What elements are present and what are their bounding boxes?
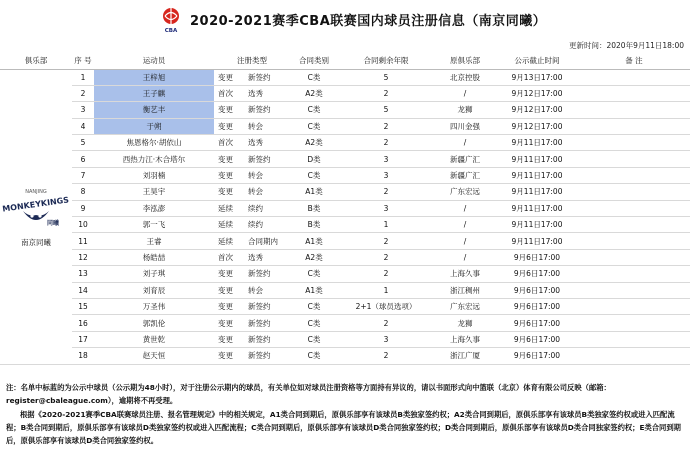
col-header-contract: 合同类别 <box>290 52 338 69</box>
player-name: 郭一飞 <box>94 217 214 233</box>
table-header-row <box>0 52 690 69</box>
player-no: 14 <box>72 282 94 298</box>
table-row <box>0 249 690 265</box>
former-club: / <box>434 249 496 265</box>
contract-years: 2 <box>338 85 434 101</box>
reg-type-sub: 新签约 <box>248 334 271 344</box>
contract-type: A1类 <box>290 184 338 200</box>
player-name: 李泓澎 <box>94 200 214 216</box>
notice-deadline: 9月12日17:00 <box>496 118 578 134</box>
reg-type-sub: 转会 <box>248 285 263 295</box>
player-name: 王子麒 <box>94 85 214 101</box>
table-row <box>0 200 690 216</box>
player-no: 5 <box>72 135 94 151</box>
table-row <box>0 282 690 298</box>
notice-deadline: 9月6日17:00 <box>496 348 578 364</box>
contract-years: 5 <box>338 102 434 118</box>
reg-type-main: 延续 <box>218 220 233 230</box>
reg-type-sub: 选秀 <box>248 138 263 148</box>
former-club: 上海久事 <box>434 331 496 347</box>
remarks <box>578 151 690 167</box>
player-no: 17 <box>72 331 94 347</box>
contract-type: C类 <box>290 102 338 118</box>
player-no: 4 <box>72 118 94 134</box>
reg-type <box>214 249 290 265</box>
former-club: 龙狮 <box>434 315 496 331</box>
table-row <box>0 266 690 282</box>
remarks <box>578 298 690 314</box>
table-row <box>0 348 690 364</box>
contract-years: 2 <box>338 233 434 249</box>
remarks <box>578 118 690 134</box>
contract-years: 3 <box>338 167 434 183</box>
roster-table <box>0 52 690 365</box>
notice-deadline: 9月13日17:00 <box>496 69 578 85</box>
notice-deadline: 9月11日17:00 <box>496 233 578 249</box>
player-no: 13 <box>72 266 94 282</box>
player-name: 王昊宇 <box>94 184 214 200</box>
reg-type-main: 变更 <box>218 72 233 82</box>
reg-type <box>214 167 290 183</box>
reg-type-sub: 选秀 <box>248 252 263 262</box>
cba-logo-icon <box>160 7 182 33</box>
reg-type-main: 变更 <box>218 318 233 328</box>
reg-type-sub: 转会 <box>248 187 263 197</box>
player-no: 2 <box>72 85 94 101</box>
reg-type <box>214 266 290 282</box>
reg-type-main: 变更 <box>218 121 233 131</box>
contract-type: C类 <box>290 118 338 134</box>
player-no: 7 <box>72 167 94 183</box>
reg-type-main: 变更 <box>218 154 233 164</box>
contract-years: 2 <box>338 348 434 364</box>
player-name: 杨皓喆 <box>94 249 214 265</box>
reg-type <box>214 282 290 298</box>
contract-type: A2类 <box>290 135 338 151</box>
reg-type-main: 变更 <box>218 105 233 115</box>
contract-years: 2 <box>338 135 434 151</box>
contract-years: 3 <box>338 151 434 167</box>
contract-type: C类 <box>290 69 338 85</box>
player-name: 王睿 <box>94 233 214 249</box>
contract-type: C类 <box>290 331 338 347</box>
reg-type-main: 变更 <box>218 302 233 312</box>
club-name: 南京同曦 <box>21 238 51 248</box>
player-name: 于朔 <box>94 118 214 134</box>
col-header-reg-type: 注册类型 <box>214 52 290 69</box>
contract-years: 2+1（球员选项） <box>338 298 434 314</box>
reg-type <box>214 151 290 167</box>
former-club: 新疆广汇 <box>434 151 496 167</box>
player-name: 西热力江·木合塔尔 <box>94 151 214 167</box>
col-header-remarks: 备 注 <box>578 52 690 69</box>
reg-type-sub: 转会 <box>248 121 263 131</box>
contract-years: 2 <box>338 249 434 265</box>
reg-type <box>214 85 290 101</box>
remarks <box>578 135 690 151</box>
reg-type-main: 首次 <box>218 89 233 99</box>
notice-deadline: 9月6日17:00 <box>496 249 578 265</box>
player-name: 黄世乾 <box>94 331 214 347</box>
notes-section <box>6 381 686 448</box>
player-no: 3 <box>72 102 94 118</box>
contract-years: 2 <box>338 184 434 200</box>
table-row <box>0 233 690 249</box>
remarks <box>578 102 690 118</box>
remarks <box>578 217 690 233</box>
reg-type-main: 变更 <box>218 187 233 197</box>
table-row <box>0 69 690 85</box>
contract-years: 1 <box>338 217 434 233</box>
remarks <box>578 184 690 200</box>
col-header-deadline: 公示截止时间 <box>496 52 578 69</box>
notice-deadline: 9月11日17:00 <box>496 200 578 216</box>
contract-type: A1类 <box>290 282 338 298</box>
col-header-years: 合同剩余年限 <box>338 52 434 69</box>
reg-type <box>214 348 290 364</box>
note-disclaimer: 注：名单中标蓝的为公示中球员（公示期为48小时），对于注册公示期内的球员，有关单位如对球员注册资格等方面持有异议的，请以书面形式向中篮联（北京）体育有限公司反映（邮箱：register@cbaleague.com），逾期将不再受理。 <box>6 383 611 405</box>
reg-type <box>214 331 290 347</box>
former-club: 广东宏远 <box>434 184 496 200</box>
notice-deadline: 9月11日17:00 <box>496 135 578 151</box>
reg-type <box>214 217 290 233</box>
table-row <box>0 217 690 233</box>
contract-years: 2 <box>338 118 434 134</box>
notice-deadline: 9月11日17:00 <box>496 217 578 233</box>
player-no: 15 <box>72 298 94 314</box>
reg-type <box>214 69 290 85</box>
reg-type-main: 变更 <box>218 334 233 344</box>
svg-text:MONKEYKINGS: MONKEYKINGS <box>1 195 70 214</box>
reg-type-sub: 新签约 <box>248 105 271 115</box>
former-club: / <box>434 135 496 151</box>
contract-years: 1 <box>338 282 434 298</box>
remarks <box>578 200 690 216</box>
reg-type-main: 变更 <box>218 269 233 279</box>
reg-type-main: 变更 <box>218 351 233 361</box>
monkey-kings-logo-icon <box>1 185 70 233</box>
former-club: 浙江广厦 <box>434 348 496 364</box>
player-name: 刘羽楠 <box>94 167 214 183</box>
contract-years: 2 <box>338 315 434 331</box>
notice-deadline: 9月11日17:00 <box>496 184 578 200</box>
club-cell <box>0 69 72 364</box>
contract-years: 5 <box>338 69 434 85</box>
contract-type: C类 <box>290 167 338 183</box>
page-title: 2020-2021赛季CBA联赛国内球员注册信息（南京同曦） <box>190 14 547 29</box>
contract-years: 3 <box>338 200 434 216</box>
notice-deadline: 9月6日17:00 <box>496 298 578 314</box>
reg-type <box>214 102 290 118</box>
svg-text:同曦: 同曦 <box>46 220 60 228</box>
reg-type-main: 首次 <box>218 138 233 148</box>
player-no: 11 <box>72 233 94 249</box>
table-row <box>0 135 690 151</box>
contract-type: A2类 <box>290 85 338 101</box>
contract-type: C类 <box>290 266 338 282</box>
remarks <box>578 266 690 282</box>
remarks <box>578 331 690 347</box>
table-row <box>0 102 690 118</box>
notice-deadline: 9月6日17:00 <box>496 282 578 298</box>
table-row <box>0 184 690 200</box>
reg-type <box>214 233 290 249</box>
table-row <box>0 85 690 101</box>
reg-type-main: 变更 <box>218 171 233 181</box>
reg-type-sub: 新签约 <box>248 72 271 82</box>
reg-type-sub: 续约 <box>248 203 263 213</box>
table-row <box>0 331 690 347</box>
contract-type: C类 <box>290 348 338 364</box>
reg-type-sub: 新签约 <box>248 351 271 361</box>
reg-type-sub: 新签约 <box>248 269 271 279</box>
player-no: 16 <box>72 315 94 331</box>
notice-deadline: 9月6日17:00 <box>496 266 578 282</box>
reg-type <box>214 135 290 151</box>
contract-type: B类 <box>290 200 338 216</box>
table-row <box>0 298 690 314</box>
former-club: / <box>434 85 496 101</box>
table-row <box>0 167 690 183</box>
former-club: / <box>434 200 496 216</box>
reg-type-main: 延续 <box>218 236 233 246</box>
col-header-player: 运动员 <box>94 52 214 69</box>
contract-years: 2 <box>338 266 434 282</box>
remarks <box>578 167 690 183</box>
former-club: 北京控股 <box>434 69 496 85</box>
remarks <box>578 69 690 85</box>
reg-type <box>214 184 290 200</box>
reg-type <box>214 315 290 331</box>
reg-type-sub: 续约 <box>248 220 263 230</box>
reg-type <box>214 298 290 314</box>
note-regulations: 根据《2020-2021赛季CBA联赛球员注册、报名管理规定》中的相关规定，A1类合同到期后，原俱乐部享有该球员B类独家签约权；A2类合同到期后，原俱乐部享有该球员B类独家签约权或进入匹配流程；B类合同到期后，原俱乐部享有该球员D类独家签约权或进入匹配流程；C类合同到期后，原俱乐部享有该球员D类合同独家签约权；D类合同到期后，原俱乐部享有该球员D类合同独家签约权；E类合同到期后，原俱乐部享有该球员D类合同独家签约权。 <box>6 410 681 445</box>
contract-type: B类 <box>290 217 338 233</box>
notice-deadline: 9月12日17:00 <box>496 102 578 118</box>
club-block <box>2 185 70 248</box>
col-header-club: 俱乐部 <box>0 52 72 69</box>
player-no: 8 <box>72 184 94 200</box>
roster-body <box>0 69 690 364</box>
player-no: 12 <box>72 249 94 265</box>
player-name: 焦恩格尔·胡依山 <box>94 135 214 151</box>
contract-type: A2类 <box>290 249 338 265</box>
player-name: 郭凯伦 <box>94 315 214 331</box>
former-club: 龙狮 <box>434 102 496 118</box>
col-header-former-club: 原俱乐部 <box>434 52 496 69</box>
player-no: 1 <box>72 69 94 85</box>
player-no: 6 <box>72 151 94 167</box>
notice-deadline: 9月6日17:00 <box>496 315 578 331</box>
col-header-no: 序 号 <box>72 52 94 69</box>
former-club: 浙江稠州 <box>434 282 496 298</box>
former-club: 上海久事 <box>434 266 496 282</box>
reg-type <box>214 118 290 134</box>
reg-type-sub: 新签约 <box>248 154 271 164</box>
remarks <box>578 233 690 249</box>
player-name: 衡艺丰 <box>94 102 214 118</box>
player-name: 刘育辰 <box>94 282 214 298</box>
contract-type: D类 <box>290 151 338 167</box>
player-no: 9 <box>72 200 94 216</box>
contract-type: A1类 <box>290 233 338 249</box>
remarks <box>578 282 690 298</box>
reg-type-sub: 合同期内 <box>248 236 278 246</box>
remarks <box>578 315 690 331</box>
contract-years: 3 <box>338 331 434 347</box>
reg-type-sub: 新签约 <box>248 318 271 328</box>
former-club: 四川金强 <box>434 118 496 134</box>
former-club: / <box>434 217 496 233</box>
reg-type-main: 变更 <box>218 285 233 295</box>
svg-text:NANJING: NANJING <box>25 189 47 196</box>
former-club: / <box>434 233 496 249</box>
reg-type-main: 首次 <box>218 252 233 262</box>
notice-deadline: 9月11日17:00 <box>496 167 578 183</box>
remarks <box>578 249 690 265</box>
table-row <box>0 151 690 167</box>
reg-type-sub: 选秀 <box>248 89 263 99</box>
page-header <box>0 0 690 40</box>
player-name: 赵天恒 <box>94 348 214 364</box>
update-time: 更新时间：2020年9月11日18:00 <box>568 41 684 50</box>
table-row <box>0 118 690 134</box>
contract-type: C类 <box>290 298 338 314</box>
reg-type <box>214 200 290 216</box>
notice-deadline: 9月12日17:00 <box>496 85 578 101</box>
reg-type-sub: 新签约 <box>248 302 271 312</box>
reg-type-sub: 转会 <box>248 171 263 181</box>
former-club: 广东宏远 <box>434 298 496 314</box>
former-club: 新疆广汇 <box>434 167 496 183</box>
remarks <box>578 348 690 364</box>
player-name: 王梓旭 <box>94 69 214 85</box>
reg-type-main: 延续 <box>218 203 233 213</box>
player-name: 刘子琪 <box>94 266 214 282</box>
table-row <box>0 315 690 331</box>
remarks <box>578 85 690 101</box>
player-no: 18 <box>72 348 94 364</box>
contract-type: C类 <box>290 315 338 331</box>
player-name: 万圣伟 <box>94 298 214 314</box>
player-no: 10 <box>72 217 94 233</box>
notice-deadline: 9月11日17:00 <box>496 151 578 167</box>
notice-deadline: 9月6日17:00 <box>496 331 578 347</box>
svg-text:CBA: CBA <box>164 28 178 34</box>
